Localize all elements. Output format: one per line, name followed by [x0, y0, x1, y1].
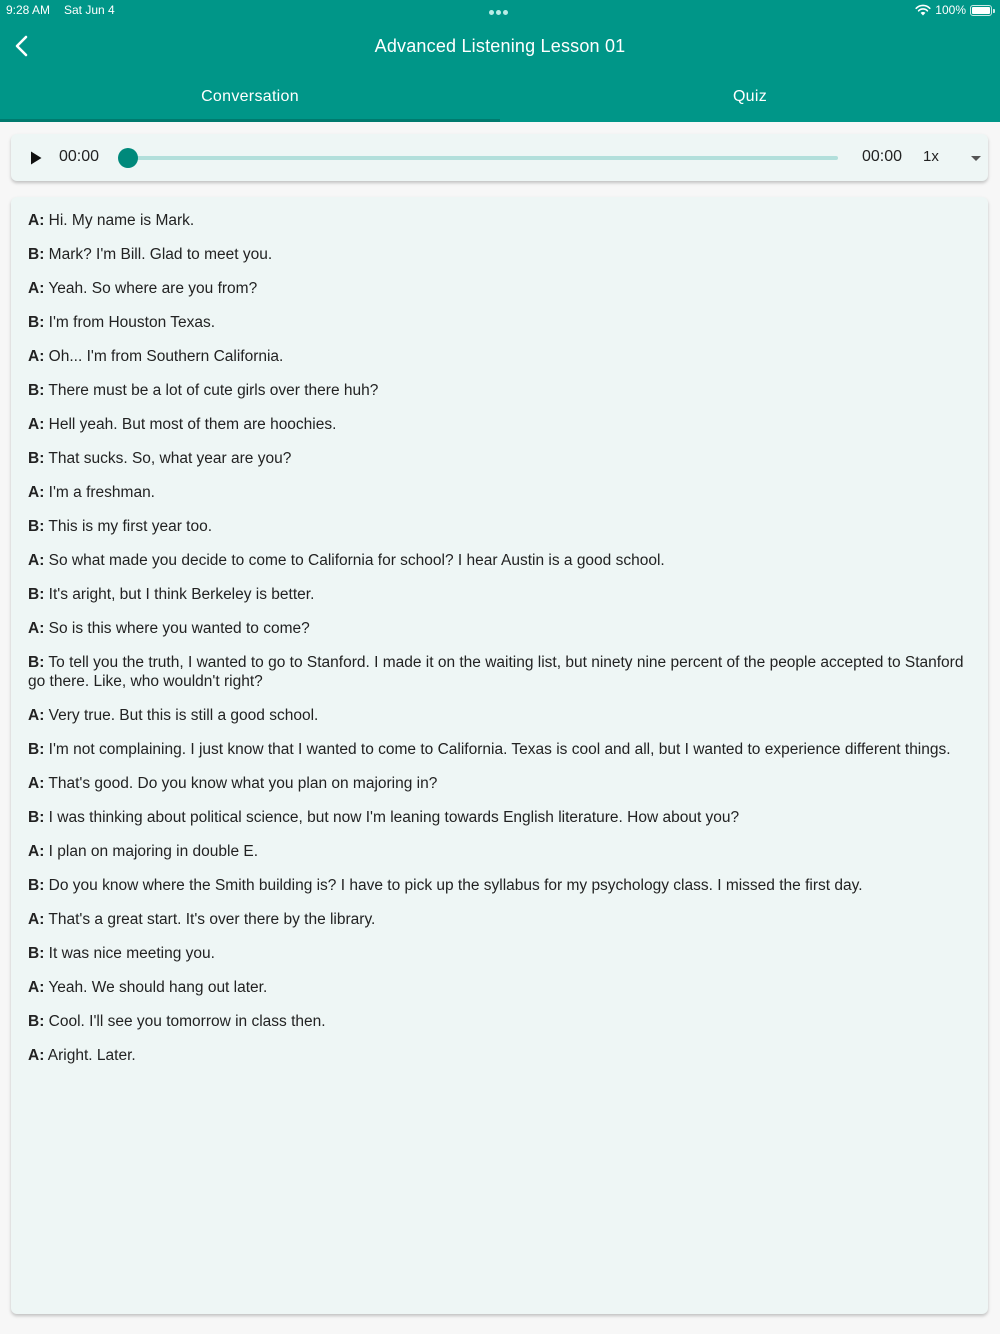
speaker-label: B: [28, 1013, 45, 1030]
speaker-label: B: [28, 518, 45, 535]
speaker-label: B: [28, 741, 45, 758]
battery-percentage: 100% [935, 3, 966, 17]
tab-conversation[interactable]: Conversation [0, 74, 500, 122]
battery-icon [970, 5, 992, 16]
speaker-label: B: [28, 945, 45, 962]
tab-quiz[interactable]: Quiz [732, 88, 768, 105]
total-time: 00:00 [862, 148, 903, 165]
transcript-text: It was nice meeting you. [44, 945, 215, 962]
seek-bar-thumb[interactable] [118, 148, 138, 168]
transcript-text: Mark? I'm Bill. Glad to meet you. [44, 246, 273, 263]
multitasking-dots-icon[interactable] [489, 10, 511, 15]
transcript-text: Hi. My name is Mark. [44, 212, 195, 229]
speaker-label: A: [28, 707, 45, 724]
transcript-text: I'm from Houston Texas. [44, 314, 216, 331]
transcript-text: So is this where you wanted to come? [44, 620, 310, 637]
transcript-line [28, 944, 972, 963]
transcript-line [28, 279, 972, 298]
transcript-line [28, 619, 972, 638]
transcript-line [28, 313, 972, 332]
transcript-line [28, 706, 972, 725]
transcript-line [28, 585, 972, 604]
playback-speed-select[interactable] [923, 142, 983, 174]
transcript-text: I was thinking about political science, but now I'm leaning towards English literature. How about you? [44, 809, 740, 826]
transcript-text: Cool. I'll see you tomorrow in class then. [44, 1013, 326, 1030]
speaker-label: A: [28, 416, 45, 433]
transcript-line [28, 842, 972, 861]
transcript-line [28, 876, 972, 895]
transcript-line [28, 245, 972, 264]
transcript-line [28, 415, 972, 434]
speaker-label: B: [28, 450, 45, 467]
page-title: Advanced Listening Lesson 01 [374, 36, 626, 56]
wifi-icon [915, 4, 931, 16]
transcript-line [28, 517, 972, 536]
transcript-line [28, 808, 972, 827]
speaker-label: A: [28, 843, 45, 860]
speaker-label: B: [28, 246, 45, 263]
transcript-text: This is my first year too. [44, 518, 213, 535]
status-bar [0, 0, 1000, 22]
transcript-text: So what made you decide to come to California for school? I hear Austin is a good school. [44, 552, 665, 569]
speaker-label: A: [28, 775, 45, 792]
speaker-label: A: [28, 552, 45, 569]
speaker-label: B: [28, 586, 45, 603]
transcript-line [28, 740, 972, 759]
current-time: 00:00 [59, 148, 100, 165]
speaker-label: B: [28, 809, 45, 826]
transcript-text: Very true. But this is still a good school. [44, 707, 319, 724]
transcript-line [28, 381, 972, 400]
transcript-line [28, 910, 972, 929]
speaker-label: B: [28, 314, 45, 331]
speaker-label: A: [28, 620, 45, 637]
transcript-text: Yeah. We should hang out later. [44, 979, 268, 996]
transcript-text: I plan on majoring in double E. [44, 843, 259, 860]
speaker-label: A: [28, 348, 45, 365]
transcript-text: There must be a lot of cute girls over there huh? [44, 382, 379, 399]
speaker-label: A: [28, 484, 45, 501]
speaker-label: A: [28, 212, 45, 229]
transcript-line [28, 347, 972, 366]
transcript-text: Oh... I'm from Southern California. [44, 348, 284, 365]
speaker-label: B: [28, 382, 45, 399]
audio-player [11, 134, 988, 181]
speaker-label: A: [28, 280, 45, 297]
app-header [0, 0, 1000, 122]
transcript-line [28, 1012, 972, 1031]
transcript-line [28, 978, 972, 997]
speaker-label: A: [28, 1047, 45, 1064]
transcript-text: To tell you the truth, I wanted to go to Stanford. I made it on the waiting list, but ninety nine percent of the people accepted to Stanford go there. Like, who wouldn't right? [28, 654, 964, 690]
transcript-line [28, 483, 972, 502]
seek-bar[interactable] [128, 156, 838, 160]
status-time: 9:28 AM [6, 3, 51, 17]
status-date: Sat Jun 4 [64, 3, 115, 17]
conversation-transcript [11, 197, 988, 1314]
playback-speed-value: 1x [923, 148, 939, 165]
transcript-text: It's aright, but I think Berkeley is better. [44, 586, 315, 603]
caret-down-icon [971, 156, 981, 161]
transcript-text: Hell yeah. But most of them are hoochies. [44, 416, 337, 433]
transcript-line [28, 774, 972, 793]
speaker-label: B: [28, 654, 45, 671]
transcript-line [28, 653, 972, 691]
transcript-text: Do you know where the Smith building is? I have to pick up the syllabus for my psychology class. I missed the first day. [44, 877, 863, 894]
transcript-text: I'm a freshman. [44, 484, 155, 501]
speaker-label: A: [28, 979, 45, 996]
transcript-text: That's good. Do you know what you plan on majoring in? [44, 775, 438, 792]
play-icon[interactable] [29, 150, 43, 166]
speaker-label: B: [28, 877, 45, 894]
transcript-line [28, 551, 972, 570]
transcript-text: Aright. Later. [44, 1047, 136, 1064]
transcript-text: Yeah. So where are you from? [44, 280, 258, 297]
transcript-text: That's a great start. It's over there by the library. [44, 911, 376, 928]
transcript-text: That sucks. So, what year are you? [44, 450, 292, 467]
transcript-line [28, 449, 972, 468]
transcript-line [28, 211, 972, 230]
transcript-line [28, 1046, 972, 1065]
speaker-label: A: [28, 911, 45, 928]
status-indicators [915, 3, 992, 17]
transcript-text: I'm not complaining. I just know that I wanted to come to California. Texas is cool and all, but I wanted to experience different things. [44, 741, 951, 758]
